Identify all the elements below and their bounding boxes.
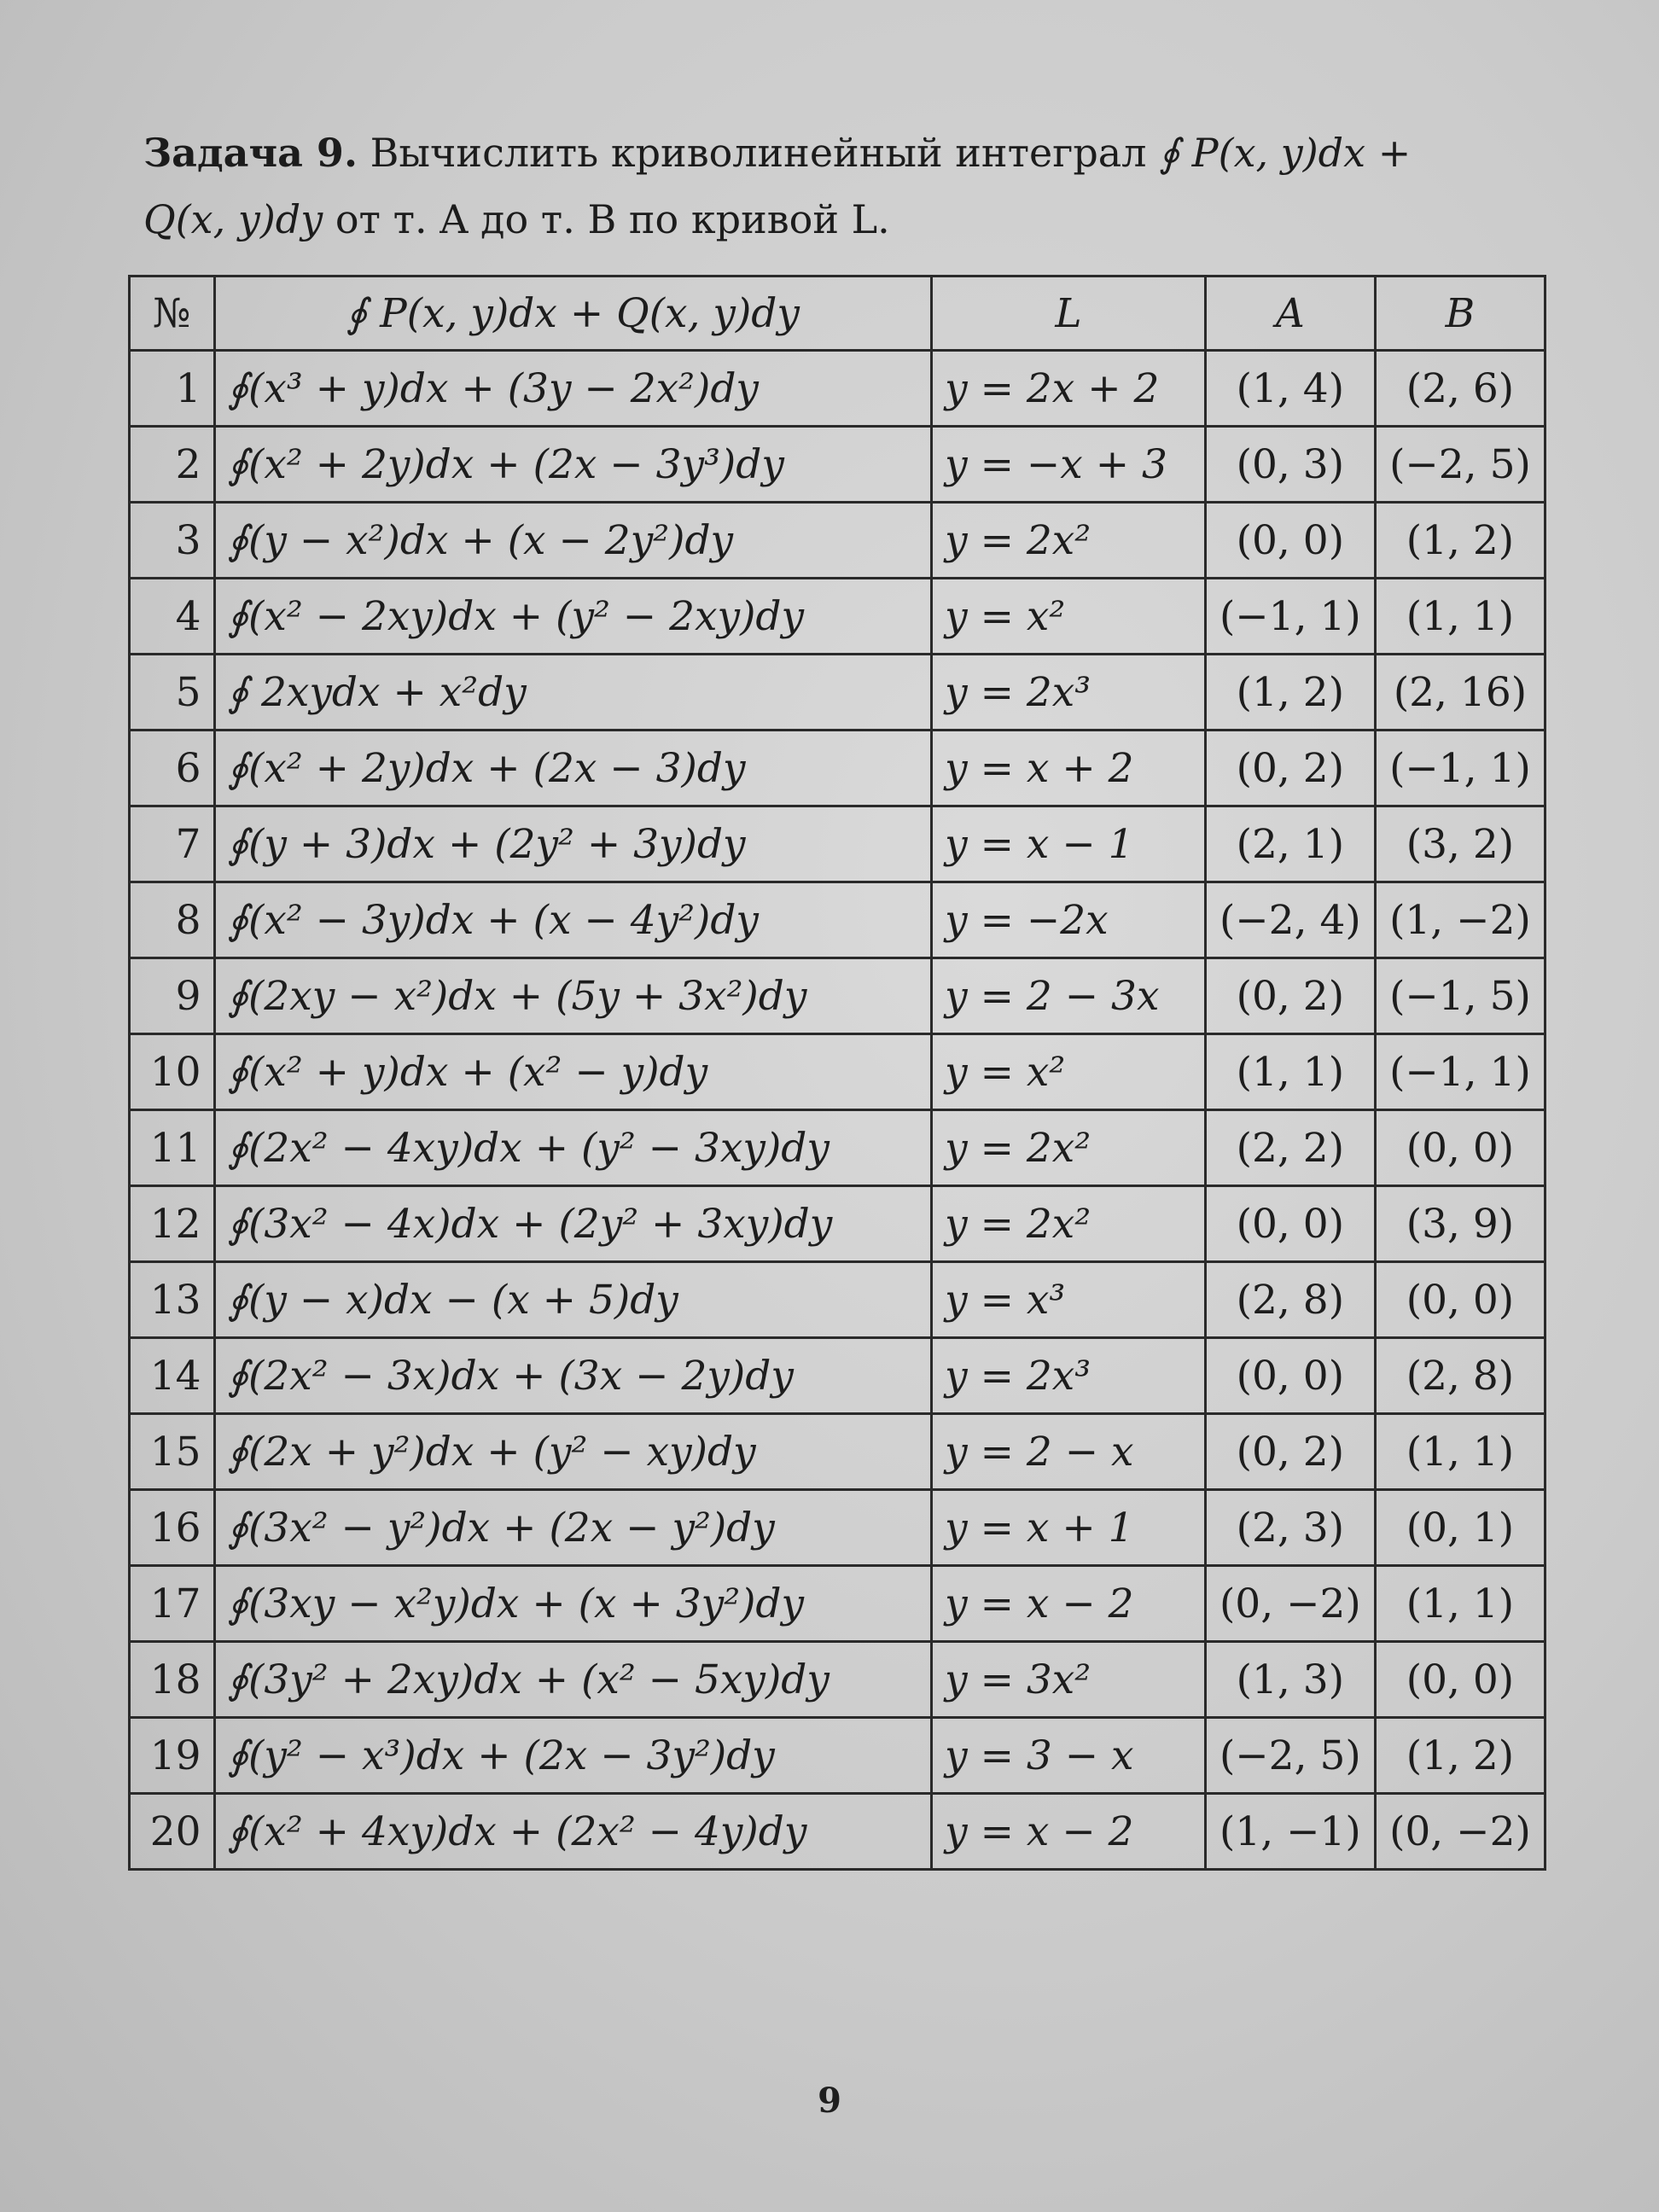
- row-number: 2: [130, 427, 215, 503]
- integral-cell: ∮(y² − x³)dx + (2x − 3y²)dy: [214, 1718, 932, 1794]
- point-b-cell: (0, 1): [1375, 1490, 1545, 1566]
- problem-title: Задача 9.: [143, 130, 358, 176]
- row-number: 20: [130, 1794, 215, 1870]
- point-a-cell: (−1, 1): [1205, 579, 1375, 655]
- point-a-cell: (0, 2): [1205, 958, 1375, 1034]
- integral-cell: ∮(x³ + y)dx + (3y − 2x²)dy: [214, 351, 932, 427]
- point-b-cell: (1, 2): [1375, 503, 1545, 579]
- row-number: 18: [130, 1642, 215, 1718]
- integral-cell: ∮(y + 3)dx + (2y² + 3y)dy: [214, 806, 932, 882]
- table-row: [130, 351, 1545, 427]
- table-row: [130, 1490, 1545, 1566]
- table-row: [130, 958, 1545, 1034]
- curve-cell: y = −x + 3: [932, 427, 1206, 503]
- curve-cell: y = x − 1: [932, 806, 1206, 882]
- table-row: [130, 806, 1545, 882]
- point-a-cell: (−2, 4): [1205, 882, 1375, 958]
- table-row: [130, 579, 1545, 655]
- point-b-cell: (−1, 1): [1375, 1034, 1545, 1110]
- curve-cell: y = 2 − x: [932, 1414, 1206, 1490]
- table-body: [130, 351, 1545, 1870]
- point-a-cell: (1, 1): [1205, 1034, 1375, 1110]
- integral-cell: ∮(2x² − 3x)dx + (3x − 2y)dy: [214, 1338, 932, 1414]
- table-header-row: [130, 276, 1545, 351]
- curve-cell: y = 2x³: [932, 1338, 1206, 1414]
- curve-cell: y = 3 − x: [932, 1718, 1206, 1794]
- point-a-cell: (1, 2): [1205, 655, 1375, 731]
- point-b-cell: (2, 8): [1375, 1338, 1545, 1414]
- header-point-a: A: [1205, 276, 1375, 351]
- point-b-cell: (2, 6): [1375, 351, 1545, 427]
- row-number: 19: [130, 1718, 215, 1794]
- problem-integral: ∮ P(x, y)dx +: [1159, 130, 1412, 176]
- point-a-cell: (0, 2): [1205, 1414, 1375, 1490]
- table-row: [130, 427, 1545, 503]
- point-b-cell: (1, 1): [1375, 579, 1545, 655]
- header-integral: ∮ P(x, y)dx + Q(x, y)dy: [214, 276, 932, 351]
- point-a-cell: (0, 2): [1205, 731, 1375, 806]
- integral-cell: ∮(y − x)dx − (x + 5)dy: [214, 1262, 932, 1338]
- point-b-cell: (0, −2): [1375, 1794, 1545, 1870]
- table-row: [130, 1566, 1545, 1642]
- row-number: 13: [130, 1262, 215, 1338]
- point-a-cell: (2, 3): [1205, 1490, 1375, 1566]
- point-b-cell: (1, −2): [1375, 882, 1545, 958]
- row-number: 14: [130, 1338, 215, 1414]
- integral-cell: ∮(2x² − 4xy)dx + (y² − 3xy)dy: [214, 1110, 932, 1186]
- row-number: 11: [130, 1110, 215, 1186]
- table-row: [130, 1186, 1545, 1262]
- point-b-cell: (2, 16): [1375, 655, 1545, 731]
- problem-integral-continued: Q(x, y)dy: [143, 196, 323, 242]
- table-row: [130, 882, 1545, 958]
- integral-cell: ∮(x² + 2y)dx + (2x − 3)dy: [214, 731, 932, 806]
- problem-statement: [143, 119, 1441, 253]
- point-b-cell: (1, 2): [1375, 1718, 1545, 1794]
- table-row: [130, 1110, 1545, 1186]
- table-row: [130, 1338, 1545, 1414]
- point-b-cell: (0, 0): [1375, 1110, 1545, 1186]
- row-number: 3: [130, 503, 215, 579]
- table-row: [130, 1642, 1545, 1718]
- curve-cell: y = x + 1: [932, 1490, 1206, 1566]
- table-row: [130, 655, 1545, 731]
- integral-cell: ∮(x² − 3y)dx + (x − 4y²)dy: [214, 882, 932, 958]
- row-number: 17: [130, 1566, 215, 1642]
- point-b-cell: (3, 9): [1375, 1186, 1545, 1262]
- point-a-cell: (2, 2): [1205, 1110, 1375, 1186]
- integral-cell: ∮(x² + y)dx + (x² − y)dy: [214, 1034, 932, 1110]
- table-row: [130, 503, 1545, 579]
- row-number: 1: [130, 351, 215, 427]
- integral-cell: ∮(3xy − x²y)dx + (x + 3y²)dy: [214, 1566, 932, 1642]
- row-number: 4: [130, 579, 215, 655]
- point-a-cell: (−2, 5): [1205, 1718, 1375, 1794]
- curve-cell: y = 2x²: [932, 503, 1206, 579]
- header-number: №: [130, 276, 215, 351]
- row-number: 12: [130, 1186, 215, 1262]
- point-b-cell: (0, 0): [1375, 1642, 1545, 1718]
- point-b-cell: (1, 1): [1375, 1414, 1545, 1490]
- point-a-cell: (1, 4): [1205, 351, 1375, 427]
- curve-cell: y = x + 2: [932, 731, 1206, 806]
- tasks-table: [128, 275, 1546, 1871]
- curve-cell: y = x − 2: [932, 1794, 1206, 1870]
- table-row: [130, 1414, 1545, 1490]
- point-a-cell: (0, 3): [1205, 427, 1375, 503]
- row-number: 6: [130, 731, 215, 806]
- curve-cell: y = x − 2: [932, 1566, 1206, 1642]
- integral-cell: ∮(2x + y²)dx + (y² − xy)dy: [214, 1414, 932, 1490]
- page-number: 9: [818, 2081, 841, 2121]
- curve-cell: y = −2x: [932, 882, 1206, 958]
- integral-cell: ∮(x² + 2y)dx + (2x − 3y³)dy: [214, 427, 932, 503]
- point-a-cell: (2, 8): [1205, 1262, 1375, 1338]
- point-a-cell: (0, −2): [1205, 1566, 1375, 1642]
- problem-text-end: от т. A до т. B по кривой L.: [335, 196, 890, 242]
- point-b-cell: (0, 0): [1375, 1262, 1545, 1338]
- curve-cell: y = 2x + 2: [932, 351, 1206, 427]
- point-a-cell: (2, 1): [1205, 806, 1375, 882]
- table-row: [130, 1794, 1545, 1870]
- table-row: [130, 1034, 1545, 1110]
- integral-cell: ∮(3x² − 4x)dx + (2y² + 3xy)dy: [214, 1186, 932, 1262]
- header-point-b: B: [1375, 276, 1545, 351]
- integral-cell: ∮(3y² + 2xy)dx + (x² − 5xy)dy: [214, 1642, 932, 1718]
- integral-cell: ∮(x² + 4xy)dx + (2x² − 4y)dy: [214, 1794, 932, 1870]
- row-number: 5: [130, 655, 215, 731]
- point-b-cell: (3, 2): [1375, 806, 1545, 882]
- point-a-cell: (1, 3): [1205, 1642, 1375, 1718]
- point-a-cell: (1, −1): [1205, 1794, 1375, 1870]
- point-a-cell: (0, 0): [1205, 1186, 1375, 1262]
- curve-cell: y = 2 − 3x: [932, 958, 1206, 1034]
- row-number: 10: [130, 1034, 215, 1110]
- integral-cell: ∮(y − x²)dx + (x − 2y²)dy: [214, 503, 932, 579]
- curve-cell: y = x³: [932, 1262, 1206, 1338]
- curve-cell: y = 2x²: [932, 1186, 1206, 1262]
- table-row: [130, 1718, 1545, 1794]
- row-number: 9: [130, 958, 215, 1034]
- curve-cell: y = 2x³: [932, 655, 1206, 731]
- table-row: [130, 731, 1545, 806]
- point-b-cell: (−1, 1): [1375, 731, 1545, 806]
- point-a-cell: (0, 0): [1205, 1338, 1375, 1414]
- table-row: [130, 1262, 1545, 1338]
- curve-cell: y = x²: [932, 1034, 1206, 1110]
- point-b-cell: (1, 1): [1375, 1566, 1545, 1642]
- integral-cell: ∮ 2xydx + x²dy: [214, 655, 932, 731]
- point-a-cell: (0, 0): [1205, 503, 1375, 579]
- integral-cell: ∮(x² − 2xy)dx + (y² − 2xy)dy: [214, 579, 932, 655]
- integral-cell: ∮(2xy − x²)dx + (5y + 3x²)dy: [214, 958, 932, 1034]
- curve-cell: y = 3x²: [932, 1642, 1206, 1718]
- row-number: 15: [130, 1414, 215, 1490]
- curve-cell: y = x²: [932, 579, 1206, 655]
- row-number: 8: [130, 882, 215, 958]
- curve-cell: y = 2x²: [932, 1110, 1206, 1186]
- row-number: 16: [130, 1490, 215, 1566]
- integral-cell: ∮(3x² − y²)dx + (2x − y²)dy: [214, 1490, 932, 1566]
- point-b-cell: (−2, 5): [1375, 427, 1545, 503]
- point-b-cell: (−1, 5): [1375, 958, 1545, 1034]
- problem-text: Вычислить криволинейный интеграл: [370, 130, 1147, 176]
- row-number: 7: [130, 806, 215, 882]
- header-curve: L: [932, 276, 1206, 351]
